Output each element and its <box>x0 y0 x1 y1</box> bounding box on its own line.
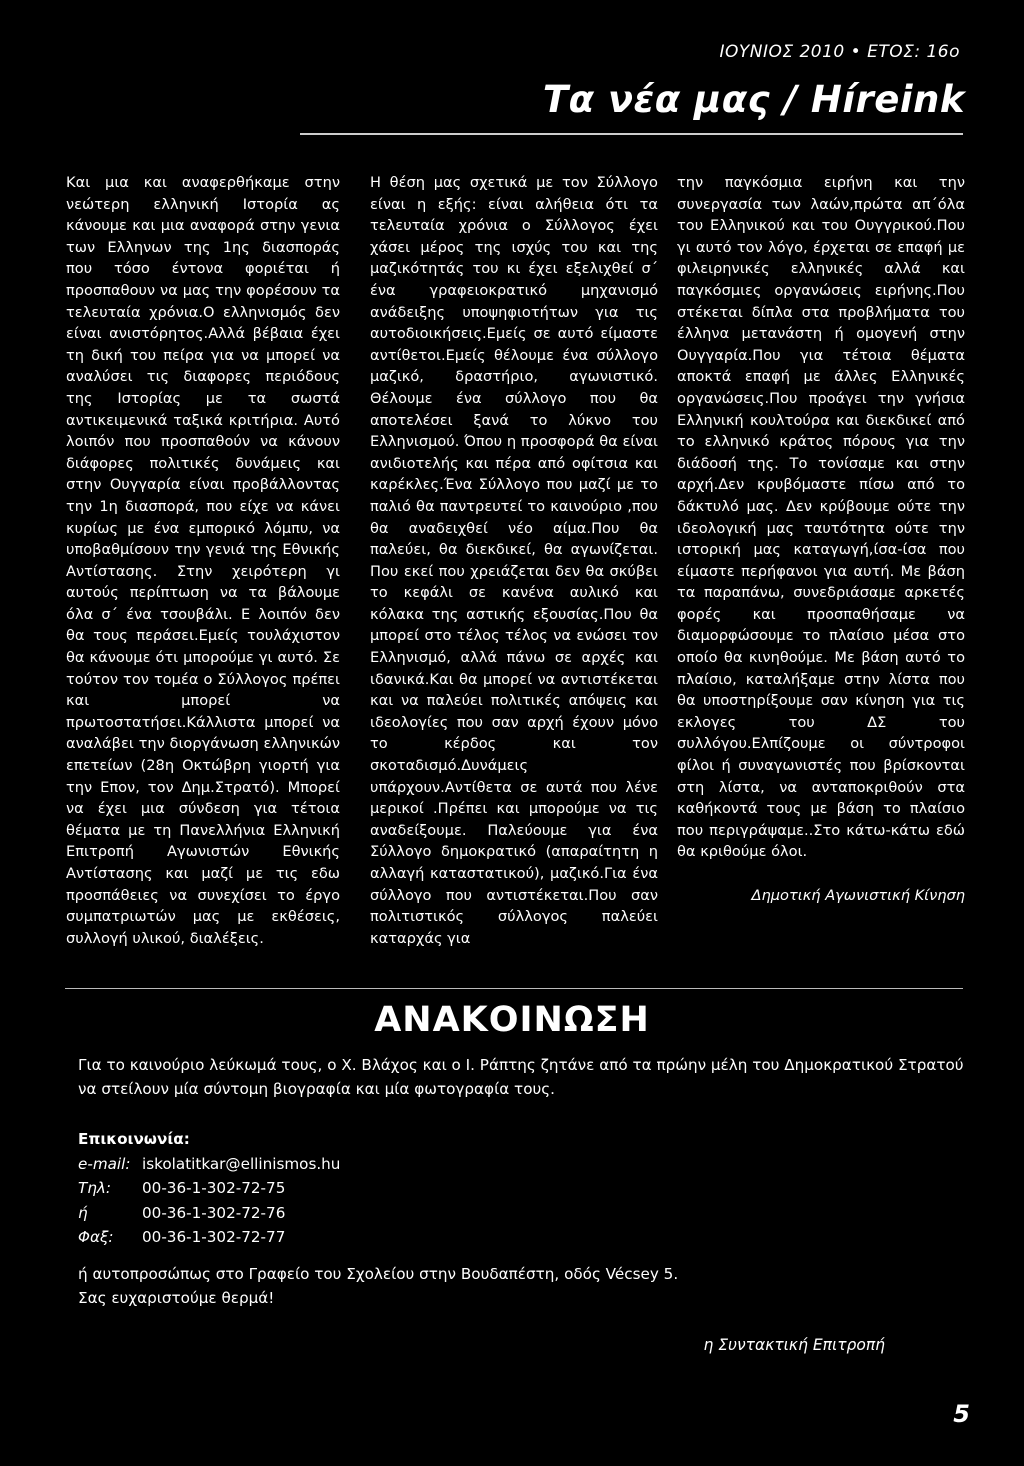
article-paragraph: την παγκόσμια ειρήνη και την συνεργασία των λαών,πρώτα απ΄όλα του Ελληνικού και του Ουγγρικού.Που γι αυτό τον λόγο, έρχεται σε επαφή με φιλειρηνικές ελληνικές αλλά και παγκόσμιες οργανώσεις ειρήνης.Που στέκεται δίπλα στα προβλήματα του έλληνα μετανάστη ή ομογενή στην Ουγγαρία.Που για τέτοια θέματα αποκτά επαφή με άλλες Ελληνικές οργανώσεις.Που προάγει την γνήσια Ελληνική κουλτούρα και διεκδικεί από το ελληνικό κράτος πόρους για την διάδοσή της. Το τονίσαμε και στην αρχή.Δεν κρυβόμαστε πίσω από το δάκτυλό μας. Δεν κρύβουμε ούτε την ιδεολογική μας ταυτότητα ούτε την ιστορική μας καταγωγή,ίσα-ίσα που είμαστε περήφανοι για αυτή. Με βάση τα παραπάνω, συνεδριάσαμε αρκετές φορές και προσπαθήσαμε να διαμορφώσουμε το πλαίσιο μέσα στο οποίο θα κινηθούμε. Με βάση αυτό το πλαίσιο, καταλήξαμε στην λίστα που θα υποστηρίξουμε σαν κίνηση για τις εκλογες του ΔΣ του συλλόγου.Ελπίζουμε οι σύντροφοι φίλοι ή συναγωνιστές που βρίσκονται στη λίστα, να ανταποκριθούν στα καθήκοντά τους με βάση το πλαίσιο που περιγράψαμε..Στο κάτω-κάτω εδώ θα κριθούμε όλοι. <box>677 174 965 861</box>
announcement-title: ΑΝΑΚΟΙΝΩΣΗ <box>374 1000 650 1040</box>
section-title: Τα νέα μας / Híreink <box>542 78 965 121</box>
article-paragraph: Η θέση μας σχετικά με τον Σύλλογο είναι η εξής: είναι αλήθεια ότι τα τελευταία χρόνια ο Σύλλογος έχει χάσει μέρος της ισχύς του και της μαζικότητάς του κι έχει εξελιχθεί σ΄ ένα γραφειοκρατικό μηχανισμό ανάδειξης υποψηφιοτήτων για τις αυτοδιοικήσεις.Εμείς σε αυτό είμαστε αντίθετοι.Εμείς θέλουμε ένα σύλλογο μαζικό, δραστήριο, αγωνιστικό. Θέλουμε ένα σύλλογο που θα αποτελέσει ξανά το λύκνο του Ελληνισμού. Όπου η προσφορά θα είναι ανιδιοτελής και πέρα από οφίτσια και καρέκλες.Ένα Σύλλογο που μαζί με το παλιό θα παντρευτεί το καινούριο ,που θα αναδειχθεί νέο αίμα.Που θα παλεύει, θα διεκδικεί, θα αγωνίζεται. Που εκεί που χρειάζεται δεν θα σκύβει το κεφάλι σε κανένα αυλικό και κόλακα της αστικής εξουσίας.Που θα μπορεί στο τέλος τέλος να ενώσει τον Ελληνισμό, αλλά πάνω σε αρχές και ιδανικά.Και θα μπορεί να αντιστέκεται και να παλεύει πολιτικές απόψεις και ιδεολογίες που σαν αρχή έχουν μόνο το κέρδος και τον σκοταδισμό.Δυνάμεις υπάρχουν.Αντίθετα σε αυτά που λένε μερικοί .Πρέπει και μπορούμε να τις αναδείξουμε. Παλεύουμε για ένα Σύλλογο δημοκρατικό (απαραίτητη η αλλαγή καταστατικού), μαζικό.Για ένα σύλλογο που αντιστέκεται.Που σαν πολιτιστικός σύλλογος παλεύει καταρχάς για <box>370 174 658 947</box>
article-paragraph: Και μια και αναφερθήκαμε στην νεώτερη ελληνική Ιστορία ας κάνουμε και μια αναφορά στην γενια των Ελληνων της 1ης διασποράς που τόσο έντονα φοριέται ή προσπαθουν να μας την φορέσουν τα τελευταία χρόνια.Ο ελληνισμός δεν είναι ανιστόρητος.Αλλά βέβαια έχει τη δική του πείρα για να μπορεί να αναλύσει τις διαφορες περιόδους της Ιστορίας με τα σωστά αντικειμενικά ταξικά κριτήρια. Αυτό λοιπόν που προσπαθούν να κάνουν διάφορες πολιτικές δυνάμεις και στην Ουγγαρία είναι προβάλλοντας την 1η διασπορά, που είχε να κάνει κυρίως με ένα εμπορικό λόμπυ, να υποβαθμίσουν την γενιά της Εθνικής Αντίστασης. Στην χειρότερη γι αυτούς περίπτωση να τα βάλουμε όλα σ΄ ένα τσουβάλι. Ε λοιπόν δεν θα τους περάσει.Εμείς τουλάχιστον θα κάνουμε ότι μπορούμε γι αυτό. Σε τούτον τον τομέα ο Σύλλογος πρέπει και μπορεί να πρωτοστατήσει.Κάλλιστα μπορεί να αναλάβει την διοργάνωση ελληνικών επετείων (28η Οκτώβρη γιορτή για την Επον, τον Δημ.Στρατό). Μπορεί να έχει μια σύνδεση για τέτοια θέματα με τη Πανελλήνια Ελληνική Επιτροπή Αγωνιστών Εθνικής Αντίστασης και μαζί με τις εδω προσπάθειες να συνεχίσει το έργο συμπατριωτών μας με εκθέσεις, συλλογή υλικού, διαλέξεις. <box>66 174 340 947</box>
contact-label: Φαξ: <box>78 1228 114 1246</box>
email-address[interactable]: iskolatitkar@ellinismos.hu <box>142 1154 341 1173</box>
contact-row-fax <box>78 1225 678 1250</box>
closing-text <box>78 1262 878 1310</box>
contact-label: Τηλ: <box>78 1179 112 1197</box>
fax-number: 00-36-1-302-72-77 <box>142 1228 286 1246</box>
contact-row-phone-1 <box>78 1176 678 1201</box>
contact-block <box>78 1127 678 1250</box>
phone-number: 00-36-1-302-72-76 <box>142 1203 286 1222</box>
article-column-1 <box>66 172 340 949</box>
page-number: 5 <box>953 1400 970 1428</box>
contact-row-phone-2 <box>78 1201 678 1226</box>
contact-label: ή <box>78 1203 88 1222</box>
closing-line-address: ή αυτοπροσώπως στο Γραφείο του Σχολείου στην Βουδαπέστη, οδός Vécsey 5. <box>78 1265 679 1283</box>
phone-number: 00-36-1-302-72-75 <box>142 1179 286 1197</box>
header-divider <box>300 133 963 135</box>
announcement-text: Για το καινούριο λεύκωμά τους, ο Χ. Βλάχος και ο Ι. Ράπτης ζητάνε από τα πρώην μέλη του Δημοκρατικού Στρατού να στείλουν μία σύντομη βιογραφία και μία φωτογραφία τους. <box>78 1056 964 1098</box>
closing-line-thanks: Σας ευχαριστούμε θερμά! <box>78 1289 275 1307</box>
contact-row-email <box>78 1152 678 1177</box>
article-column-3 <box>677 172 965 907</box>
editorial-signature: η Συντακτική Επιτροπή <box>703 1336 885 1354</box>
section-divider <box>65 988 963 989</box>
article-signature: Δημοτική Αγωνιστική Κίνηση <box>751 887 965 904</box>
issue-date-line: ΙΟΥΝΙΟΣ 2010 • ΕΤΟΣ: 16ο <box>719 42 960 62</box>
contact-heading: Επικοινωνία: <box>78 1130 190 1148</box>
article-column-2 <box>370 172 658 949</box>
contact-label: e-mail: <box>78 1154 131 1173</box>
